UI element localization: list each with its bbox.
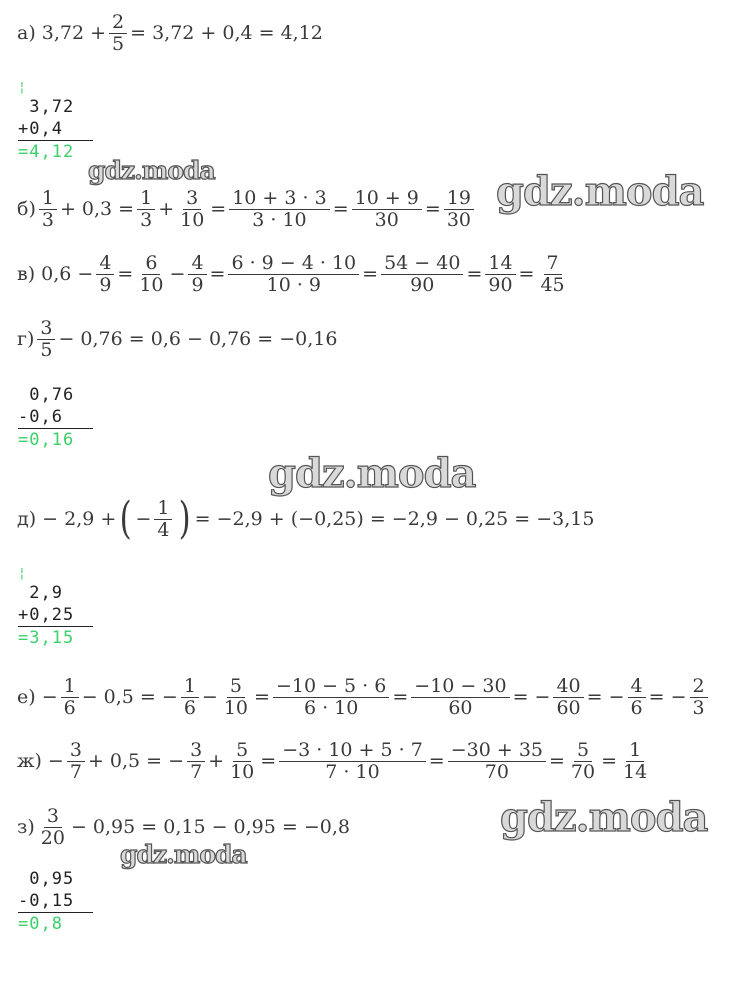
- watermark: gdz.moda: [500, 794, 708, 841]
- fraction: $\frac{-10 - 5 \cdot 6}{6 \cdot 10}$: [273, 676, 389, 719]
- column-result: =0,16: [18, 428, 93, 451]
- column-result: =4,12: [18, 140, 93, 163]
- fraction: $\frac{-30 + 35}{70}$: [448, 740, 546, 783]
- column-calc-z: 0,95 -0,15 =0,8: [18, 868, 93, 935]
- fraction: $\frac{3}{5}$: [37, 318, 55, 361]
- fraction: $\frac{1}{14}$: [623, 739, 648, 783]
- fraction: $\frac{1}{6}$: [61, 676, 79, 719]
- fraction: $\frac{10 + 9}{30}$: [352, 188, 422, 231]
- item-g: г) $\frac{3}{5}$ − 0,76 = 0,6 − 0,76 = −0,16: [17, 317, 338, 361]
- item-e: е) − $\frac{1}{6}$ − 0,5 = − $\frac{1}{6}$ − $\frac{5}{10}$ = $\frac{-10 - 5 \cdot 6}{6 \cdot 10}$ = $\frac{-10 - 30}{60}$ = − $\frac{40}{60}$ = − $\frac{4}{6}$ = − $\frac{2}{3}$: [17, 676, 711, 719]
- fraction: $\frac{10 + 3 \cdot 3}{3 \cdot 10}$: [229, 188, 329, 231]
- watermark: gdz.moda: [120, 840, 247, 869]
- item-a-label: а): [17, 22, 36, 45]
- fraction: $\frac{6 \cdot 9 - 4 \cdot 10}{10 \cdot 9}$: [228, 253, 359, 296]
- column-result: =3,15: [18, 626, 93, 649]
- fraction: $\frac{2}{5}$: [109, 12, 127, 55]
- fraction: $\frac{6}{10}$: [139, 252, 164, 296]
- fraction: $\frac{1}{6}$: [181, 676, 199, 719]
- watermark: gdz.moda: [88, 156, 215, 185]
- column-calc-g: 0,76 -0,6 =0,16: [18, 384, 93, 451]
- fraction: $\frac{5}{10}$: [223, 675, 249, 719]
- watermark: gdz.moda: [268, 450, 476, 497]
- item-d: д) − 2,9 + ( − $\frac{1}{4}$ ) = −2,9 + (−0,25) = −2,9 − 0,25 = −3,15: [17, 493, 595, 544]
- fraction: $\frac{4}{9}$: [188, 253, 206, 296]
- fraction: $\frac{5}{10}$: [230, 739, 255, 783]
- item-v: в) 0,6 − $\frac{4}{9}$ = $\frac{6}{10}$ − $\frac{4}{9}$ = $\frac{6 \cdot 9 - 4 \cdot 10}{10 \cdot 9}$ = $\frac{54 - 40}{90}$ = $\frac{14}{90}$ = $\frac{7}{45}$: [17, 253, 571, 296]
- fraction: $\frac{19}{30}$: [444, 188, 474, 231]
- fraction: $\frac{1}{4}$: [154, 498, 172, 541]
- fraction: $\frac{4}{9}$: [96, 253, 114, 296]
- fraction: $\frac{3}{10}$: [180, 187, 205, 231]
- fraction: $\frac{7}{45}$: [540, 252, 565, 296]
- item-b: б) $\frac{1}{3}$ + 0,3 = $\frac{1}{3}$ + $\frac{3}{10}$ = $\frac{10 + 3 \cdot 3}{3 \cdot 10}$ = $\frac{10 + 9}{30}$ = $\frac{19}{30}$: [17, 188, 477, 231]
- fraction: $\frac{5}{70}$: [570, 739, 596, 783]
- watermark: gdz.moda: [496, 168, 704, 215]
- item-z: з) $\frac{3}{20}$ − 0,95 = 0,15 − 0,95 = −0,8: [17, 805, 350, 849]
- column-calc-a: ¦ 3,72 +0,4 =4,12: [18, 80, 93, 163]
- fraction: $\frac{14}{90}$: [485, 253, 515, 296]
- column-calc-d: ¦ 2,9 +0,25 =3,15: [18, 566, 93, 649]
- fraction: $\frac{2}{3}$: [690, 676, 708, 719]
- fraction: $\frac{54 - 40}{90}$: [381, 253, 463, 296]
- fraction: $\frac{3}{7}$: [187, 740, 205, 783]
- fraction: $\frac{1}{3}$: [39, 188, 57, 231]
- fraction: $\frac{1}{3}$: [137, 188, 155, 231]
- item-zh: ж) − $\frac{3}{7}$ + 0,5 = − $\frac{3}{7}$ + $\frac{5}{10}$ = $\frac{-3 \cdot 10 + 5 \cdot 7}{7 \cdot 10}$ = $\frac{-30 + 35}{70}$ = $\frac{5}{70}$ = $\frac{1}{14}$: [17, 740, 653, 783]
- fraction: $\frac{-3 \cdot 10 + 5 \cdot 7}{7 \cdot 10}$: [279, 740, 426, 783]
- fraction: $\frac{-10 - 30}{60}$: [411, 676, 509, 719]
- fraction: $\frac{4}{6}$: [628, 676, 646, 719]
- fraction: $\frac{40}{60}$: [553, 676, 583, 719]
- fraction: $\frac{3}{20}$: [40, 805, 65, 849]
- item-a: а) 3,72 + $\frac{2}{5}$ = 3,72 + 0,4 = 4,12: [17, 11, 323, 55]
- column-result: =0,8: [18, 912, 93, 935]
- fraction: $\frac{3}{7}$: [67, 740, 85, 783]
